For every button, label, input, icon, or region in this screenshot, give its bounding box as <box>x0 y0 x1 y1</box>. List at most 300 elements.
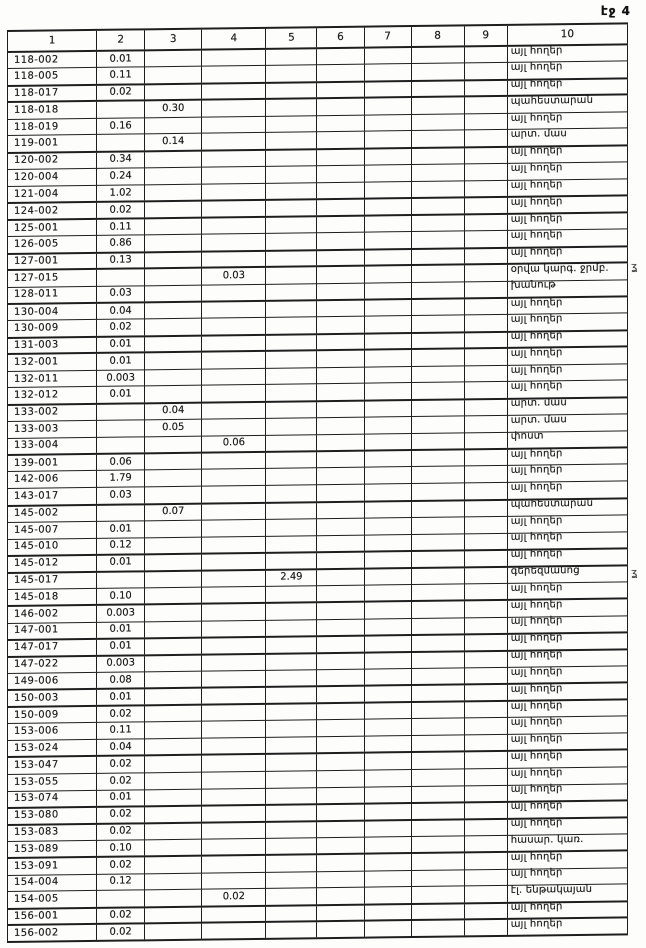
area-value-cell <box>317 132 364 149</box>
parcel-code-cell <box>8 471 97 489</box>
parcel-code-cell <box>8 488 97 506</box>
parcel-code-cell <box>8 185 97 203</box>
area-value-cell <box>317 518 364 535</box>
area-value-cell <box>202 284 266 302</box>
area-value-cell <box>411 886 464 903</box>
parcel-code: 118-018 <box>14 104 59 116</box>
area-value-cell <box>317 501 364 518</box>
area-value-cell <box>411 80 464 97</box>
area-value: 0.13 <box>109 254 132 266</box>
parcel-code-cell <box>8 773 97 791</box>
area-value-cell <box>97 705 145 722</box>
area-value: 0.04 <box>109 305 132 317</box>
land-type-label: այլ հողեր <box>510 649 563 662</box>
parcel-code-cell <box>8 303 97 321</box>
area-value: 0.14 <box>162 135 185 148</box>
area-value-cell <box>464 802 507 819</box>
area-value-cell <box>97 437 145 454</box>
area-value-cell <box>317 216 364 233</box>
area-value-cell <box>317 115 364 132</box>
parcel-code-cell <box>8 269 97 287</box>
area-value-cell <box>97 336 145 353</box>
area-value-cell <box>266 451 317 468</box>
land-type-cell <box>507 145 627 163</box>
area-value-cell <box>411 584 464 601</box>
land-type-cell <box>507 901 627 919</box>
area-value-cell <box>411 618 464 635</box>
area-value-cell <box>317 837 364 854</box>
parcel-code: 153-006 <box>14 725 59 738</box>
area-value-cell <box>411 567 464 584</box>
area-value-cell <box>97 739 145 756</box>
area-value-cell <box>266 569 317 586</box>
area-value: 0.02 <box>109 204 132 216</box>
area-value-cell <box>317 468 364 485</box>
area-value-cell <box>317 602 364 619</box>
area-value-cell <box>202 166 266 184</box>
area-value-cell <box>364 601 411 618</box>
area-value-cell <box>145 150 202 167</box>
table-body <box>8 44 628 942</box>
area-value-cell <box>464 382 507 399</box>
page-number-label: էջ 4 <box>600 4 631 18</box>
area-value-cell <box>364 47 411 64</box>
area-value-cell <box>202 855 266 873</box>
parcel-code: 124-002 <box>14 204 59 217</box>
area-value: 0.02 <box>109 859 132 871</box>
land-type-label: այլ հողեր <box>510 682 563 695</box>
parcel-code: 156-001 <box>14 910 59 922</box>
land-type-label: այլ հողեր <box>510 44 563 57</box>
area-value: 0.12 <box>109 539 132 551</box>
area-value: 0.003 <box>106 371 135 384</box>
area-value-cell <box>202 620 266 638</box>
area-value-cell <box>266 619 317 636</box>
parcel-code: 128-011 <box>14 288 59 301</box>
parcel-code-cell <box>8 504 97 522</box>
area-value-cell <box>364 803 411 820</box>
area-value-cell <box>464 667 507 684</box>
parcel-code: 125-001 <box>14 221 59 234</box>
area-value: 0.86 <box>109 237 132 249</box>
area-value-cell <box>317 316 364 333</box>
area-value-cell <box>97 420 145 437</box>
area-value-cell <box>145 134 202 151</box>
area-value-cell <box>202 351 266 369</box>
area-value-cell <box>411 399 464 416</box>
parcel-code-cell <box>8 152 97 170</box>
area-value: 0.03 <box>222 270 245 282</box>
column-header-5: 5 <box>266 27 317 49</box>
area-value-cell <box>266 401 317 418</box>
area-value-cell <box>411 836 464 853</box>
area-value-cell <box>411 231 464 248</box>
land-type-label: այլ հողեր <box>510 111 563 124</box>
area-value-cell <box>145 470 202 487</box>
area-value-cell <box>464 516 507 533</box>
area-value-cell <box>145 285 202 302</box>
area-value-cell <box>202 570 266 588</box>
parcel-code: 149-006 <box>14 674 59 687</box>
area-value-cell <box>145 621 202 638</box>
area-value-cell <box>411 500 464 517</box>
area-value-cell <box>364 635 411 652</box>
parcel-code-cell <box>8 555 97 573</box>
area-value-cell <box>266 485 317 502</box>
area-value-cell <box>266 468 317 485</box>
area-value-cell <box>266 804 317 821</box>
area-value-cell <box>464 768 507 785</box>
parcel-code-cell <box>8 437 97 455</box>
area-value: 0.01 <box>109 556 132 569</box>
area-value-cell <box>97 890 145 907</box>
area-value-cell <box>411 63 464 80</box>
area-value: 0.02 <box>109 708 132 720</box>
area-value-cell <box>97 235 145 252</box>
area-value-cell <box>364 669 411 686</box>
area-value-cell <box>317 199 364 216</box>
land-type-label: այլ հողեր <box>510 481 563 493</box>
land-type-label: այլ հողեր <box>510 800 563 813</box>
area-value-cell <box>266 770 317 787</box>
land-type-cell <box>507 364 627 382</box>
land-type-cell <box>507 347 627 365</box>
area-value-cell <box>202 771 266 789</box>
area-value: 2.49 <box>280 571 303 584</box>
land-parcel-table <box>7 22 628 943</box>
area-value-cell <box>266 216 317 233</box>
area-value-cell <box>266 871 317 888</box>
parcel-code: 127-015 <box>14 272 59 284</box>
area-value-cell <box>97 185 145 202</box>
area-value-cell <box>145 721 202 738</box>
area-value-cell <box>464 567 507 584</box>
parcel-code: 147-001 <box>14 624 59 637</box>
area-value: 0.02 <box>109 321 132 333</box>
area-value-cell <box>202 805 266 823</box>
area-value-cell <box>464 819 507 836</box>
area-value-cell <box>145 638 202 655</box>
area-value-cell <box>145 503 202 520</box>
land-type-cell <box>507 767 627 785</box>
area-value: 0.01 <box>109 691 132 703</box>
area-value-cell <box>97 453 145 470</box>
area-value: 0.10 <box>109 842 132 854</box>
parcel-code-cell <box>8 656 97 674</box>
area-value-cell <box>364 282 411 299</box>
parcel-code: 127-001 <box>14 255 59 267</box>
area-value-cell <box>464 46 507 63</box>
parcel-code-cell <box>8 521 97 539</box>
area-value-cell <box>97 655 145 672</box>
area-value-cell <box>364 652 411 669</box>
area-value-cell <box>464 583 507 600</box>
parcel-code: 150-009 <box>14 709 59 721</box>
area-value: 1.02 <box>109 186 132 199</box>
parcel-code: 153-080 <box>14 809 59 822</box>
land-type-cell <box>507 431 627 449</box>
parcel-code: 120-004 <box>14 171 59 183</box>
area-value-cell <box>97 907 145 924</box>
area-value-cell <box>317 854 364 871</box>
area-value-cell <box>464 147 507 164</box>
area-value-cell <box>411 97 464 114</box>
land-type-label: հասար. կառ. <box>510 833 584 846</box>
parcel-code-cell <box>8 387 97 405</box>
land-type-cell <box>507 196 627 214</box>
area-value-cell <box>464 331 507 348</box>
area-value-cell <box>464 852 507 869</box>
area-value: 0.02 <box>109 926 132 938</box>
area-value: 0.01 <box>109 338 132 350</box>
land-type-cell <box>507 582 627 600</box>
area-value-cell <box>317 904 364 921</box>
area-value-cell <box>411 366 464 383</box>
area-value-cell <box>266 132 317 149</box>
area-value-cell <box>266 384 317 401</box>
area-value-cell <box>202 922 266 940</box>
area-value: 0.01 <box>109 355 132 367</box>
land-type-cell <box>507 128 627 146</box>
area-value: 0.02 <box>109 825 132 838</box>
area-value-cell <box>411 802 464 819</box>
area-value-cell <box>202 536 266 554</box>
land-type-label: արտ. մաս <box>510 414 567 426</box>
area-value-cell <box>145 201 202 218</box>
land-type-cell <box>507 834 627 852</box>
area-value-cell <box>266 48 317 65</box>
area-value-cell <box>145 251 202 268</box>
area-value-cell <box>266 821 317 838</box>
area-value-cell <box>364 585 411 602</box>
parcel-code-cell <box>8 236 97 254</box>
area-value-cell <box>317 568 364 585</box>
area-value-cell <box>317 703 364 720</box>
area-value-cell <box>464 180 507 197</box>
area-value-cell <box>145 520 202 537</box>
area-value-cell <box>411 869 464 886</box>
area-value-cell <box>411 298 464 315</box>
area-value-cell <box>317 585 364 602</box>
area-value-cell <box>464 415 507 432</box>
area-value-cell <box>317 669 364 686</box>
land-type-label: այլ հողեր <box>510 699 563 712</box>
area-value-cell <box>464 684 507 701</box>
area-value-cell <box>364 501 411 518</box>
land-type-cell <box>507 229 627 247</box>
land-type-label: այլ հողեր <box>510 750 563 762</box>
area-value-cell <box>266 82 317 99</box>
area-value-cell <box>97 638 145 655</box>
area-value: 0.003 <box>106 657 135 670</box>
land-type-label: այլ հողեր <box>510 867 563 880</box>
area-value-cell <box>97 67 145 84</box>
area-value-cell <box>202 670 266 688</box>
land-type-label: այլ հողեր <box>510 330 563 342</box>
area-value-cell <box>317 434 364 451</box>
area-value-cell <box>364 215 411 232</box>
parcel-code-cell <box>8 404 97 422</box>
land-type-cell <box>507 414 627 432</box>
area-value-cell <box>411 769 464 786</box>
area-value-cell <box>317 652 364 669</box>
column-header-8: 8 <box>411 25 464 47</box>
area-value-cell <box>145 772 202 789</box>
area-value-cell <box>266 754 317 771</box>
area-value-cell <box>266 922 317 939</box>
area-value-cell <box>464 197 507 214</box>
area-value-cell <box>145 537 202 554</box>
parcel-code: 153-089 <box>14 842 59 855</box>
land-type-cell <box>507 532 627 550</box>
land-type-label: արտ. մաս <box>510 128 567 140</box>
land-type-label: պահեստարան <box>510 497 594 511</box>
area-value-cell <box>97 386 145 403</box>
area-value-cell <box>364 97 411 114</box>
area-value-cell <box>97 756 145 773</box>
area-value-cell <box>97 554 145 571</box>
land-type-label: այլ հողեր <box>510 178 563 191</box>
column-header-7: 7 <box>364 26 411 48</box>
area-value-cell <box>411 752 464 769</box>
area-value-cell <box>266 283 317 300</box>
land-type-label: արտ. մաս <box>510 397 567 410</box>
area-value-cell <box>266 586 317 603</box>
area-value-cell <box>317 81 364 98</box>
area-value-cell <box>97 252 145 269</box>
area-value-cell <box>364 853 411 870</box>
area-value-cell <box>97 285 145 302</box>
land-type-cell <box>507 548 627 566</box>
parcel-code: 133-002 <box>14 406 59 419</box>
land-type-label: այլ հողեր <box>510 901 563 913</box>
land-type-cell <box>507 162 627 180</box>
area-value-cell <box>97 101 145 118</box>
area-value-cell <box>97 118 145 135</box>
parcel-code-cell <box>8 689 97 707</box>
area-value-cell <box>464 247 507 264</box>
land-type-label: այլ հողեր <box>510 464 563 477</box>
land-type-cell <box>507 212 627 230</box>
area-value-cell <box>317 400 364 417</box>
land-type-cell <box>507 666 627 684</box>
parcel-code-cell <box>8 51 97 69</box>
area-value-cell <box>411 130 464 147</box>
parcel-code: 142-006 <box>14 473 59 486</box>
area-value-cell <box>317 165 364 182</box>
area-value-cell <box>202 654 266 672</box>
area-value-cell <box>464 365 507 382</box>
area-value-cell <box>266 502 317 519</box>
parcel-code-cell <box>8 908 97 926</box>
parcel-code: 154-005 <box>14 893 59 905</box>
area-value-cell <box>364 81 411 98</box>
column-header-2: 2 <box>97 29 145 51</box>
area-value-cell <box>145 218 202 235</box>
parcel-code-cell <box>8 286 97 304</box>
parcel-code: 121-004 <box>14 187 59 200</box>
parcel-code-cell <box>8 68 97 86</box>
parcel-code: 147-017 <box>14 641 59 654</box>
area-value-cell <box>145 554 202 571</box>
area-value-cell <box>364 467 411 484</box>
parcel-code-cell <box>8 807 97 825</box>
area-value-cell <box>411 248 464 265</box>
area-value-cell <box>266 65 317 82</box>
area-value-cell <box>364 333 411 350</box>
area-value-cell <box>364 299 411 316</box>
area-value-cell <box>411 198 464 215</box>
land-type-cell <box>507 851 627 869</box>
parcel-code-cell <box>8 84 97 102</box>
parcel-code: 153-055 <box>14 776 59 788</box>
land-type-label: այլ հողեր <box>510 851 563 863</box>
area-value: 0.003 <box>106 607 135 619</box>
area-value-cell <box>97 588 145 605</box>
area-value-cell <box>145 302 202 319</box>
area-value-cell <box>202 738 266 756</box>
area-value-cell <box>317 770 364 787</box>
area-value-cell <box>97 403 145 420</box>
area-value-cell <box>411 181 464 198</box>
area-value-cell <box>145 453 202 470</box>
parcel-code-cell <box>8 101 97 119</box>
land-type-label: էլ. ենթակայան <box>510 883 593 896</box>
parcel-code: 132-011 <box>14 372 59 385</box>
land-type-cell <box>507 448 627 466</box>
area-value-cell <box>464 785 507 802</box>
area-value-cell <box>266 267 317 284</box>
area-value-cell <box>411 903 464 920</box>
area-value-cell <box>464 550 507 567</box>
area-value: 0.11 <box>109 724 132 737</box>
area-value-cell <box>97 369 145 386</box>
area-value-cell <box>202 603 266 621</box>
parcel-code-cell <box>8 622 97 640</box>
land-type-label: այլ հողեր <box>510 447 563 460</box>
parcel-code: 147-022 <box>14 658 59 671</box>
area-value: 0.02 <box>109 86 132 98</box>
parcel-code-cell <box>8 790 97 808</box>
area-value-cell <box>317 619 364 636</box>
area-value-cell <box>202 334 266 352</box>
area-value-cell <box>266 351 317 368</box>
area-value-cell <box>411 735 464 752</box>
area-value-cell <box>97 722 145 739</box>
area-value-cell <box>97 302 145 319</box>
column-header-10: 10 <box>507 23 627 45</box>
land-type-label: այլ հողեր <box>510 766 563 779</box>
parcel-code: 126-005 <box>14 238 59 250</box>
area-value-cell <box>364 921 411 938</box>
land-type-cell <box>507 565 627 583</box>
area-value-cell <box>464 533 507 550</box>
area-value-cell <box>145 923 202 940</box>
area-value-cell <box>411 483 464 500</box>
area-value-cell <box>464 483 507 500</box>
parcel-code: 153-047 <box>14 759 59 772</box>
area-value-cell <box>266 535 317 552</box>
parcel-code-cell <box>8 454 97 472</box>
land-type-label: այլ հողեր <box>510 615 563 628</box>
area-value-cell <box>364 165 411 182</box>
area-value: 0.02 <box>109 775 132 787</box>
area-value-cell <box>266 317 317 334</box>
parcel-code: 132-012 <box>14 389 59 401</box>
parcel-code-cell <box>8 370 97 388</box>
area-value-cell <box>464 399 507 416</box>
area-value-cell <box>202 687 266 705</box>
